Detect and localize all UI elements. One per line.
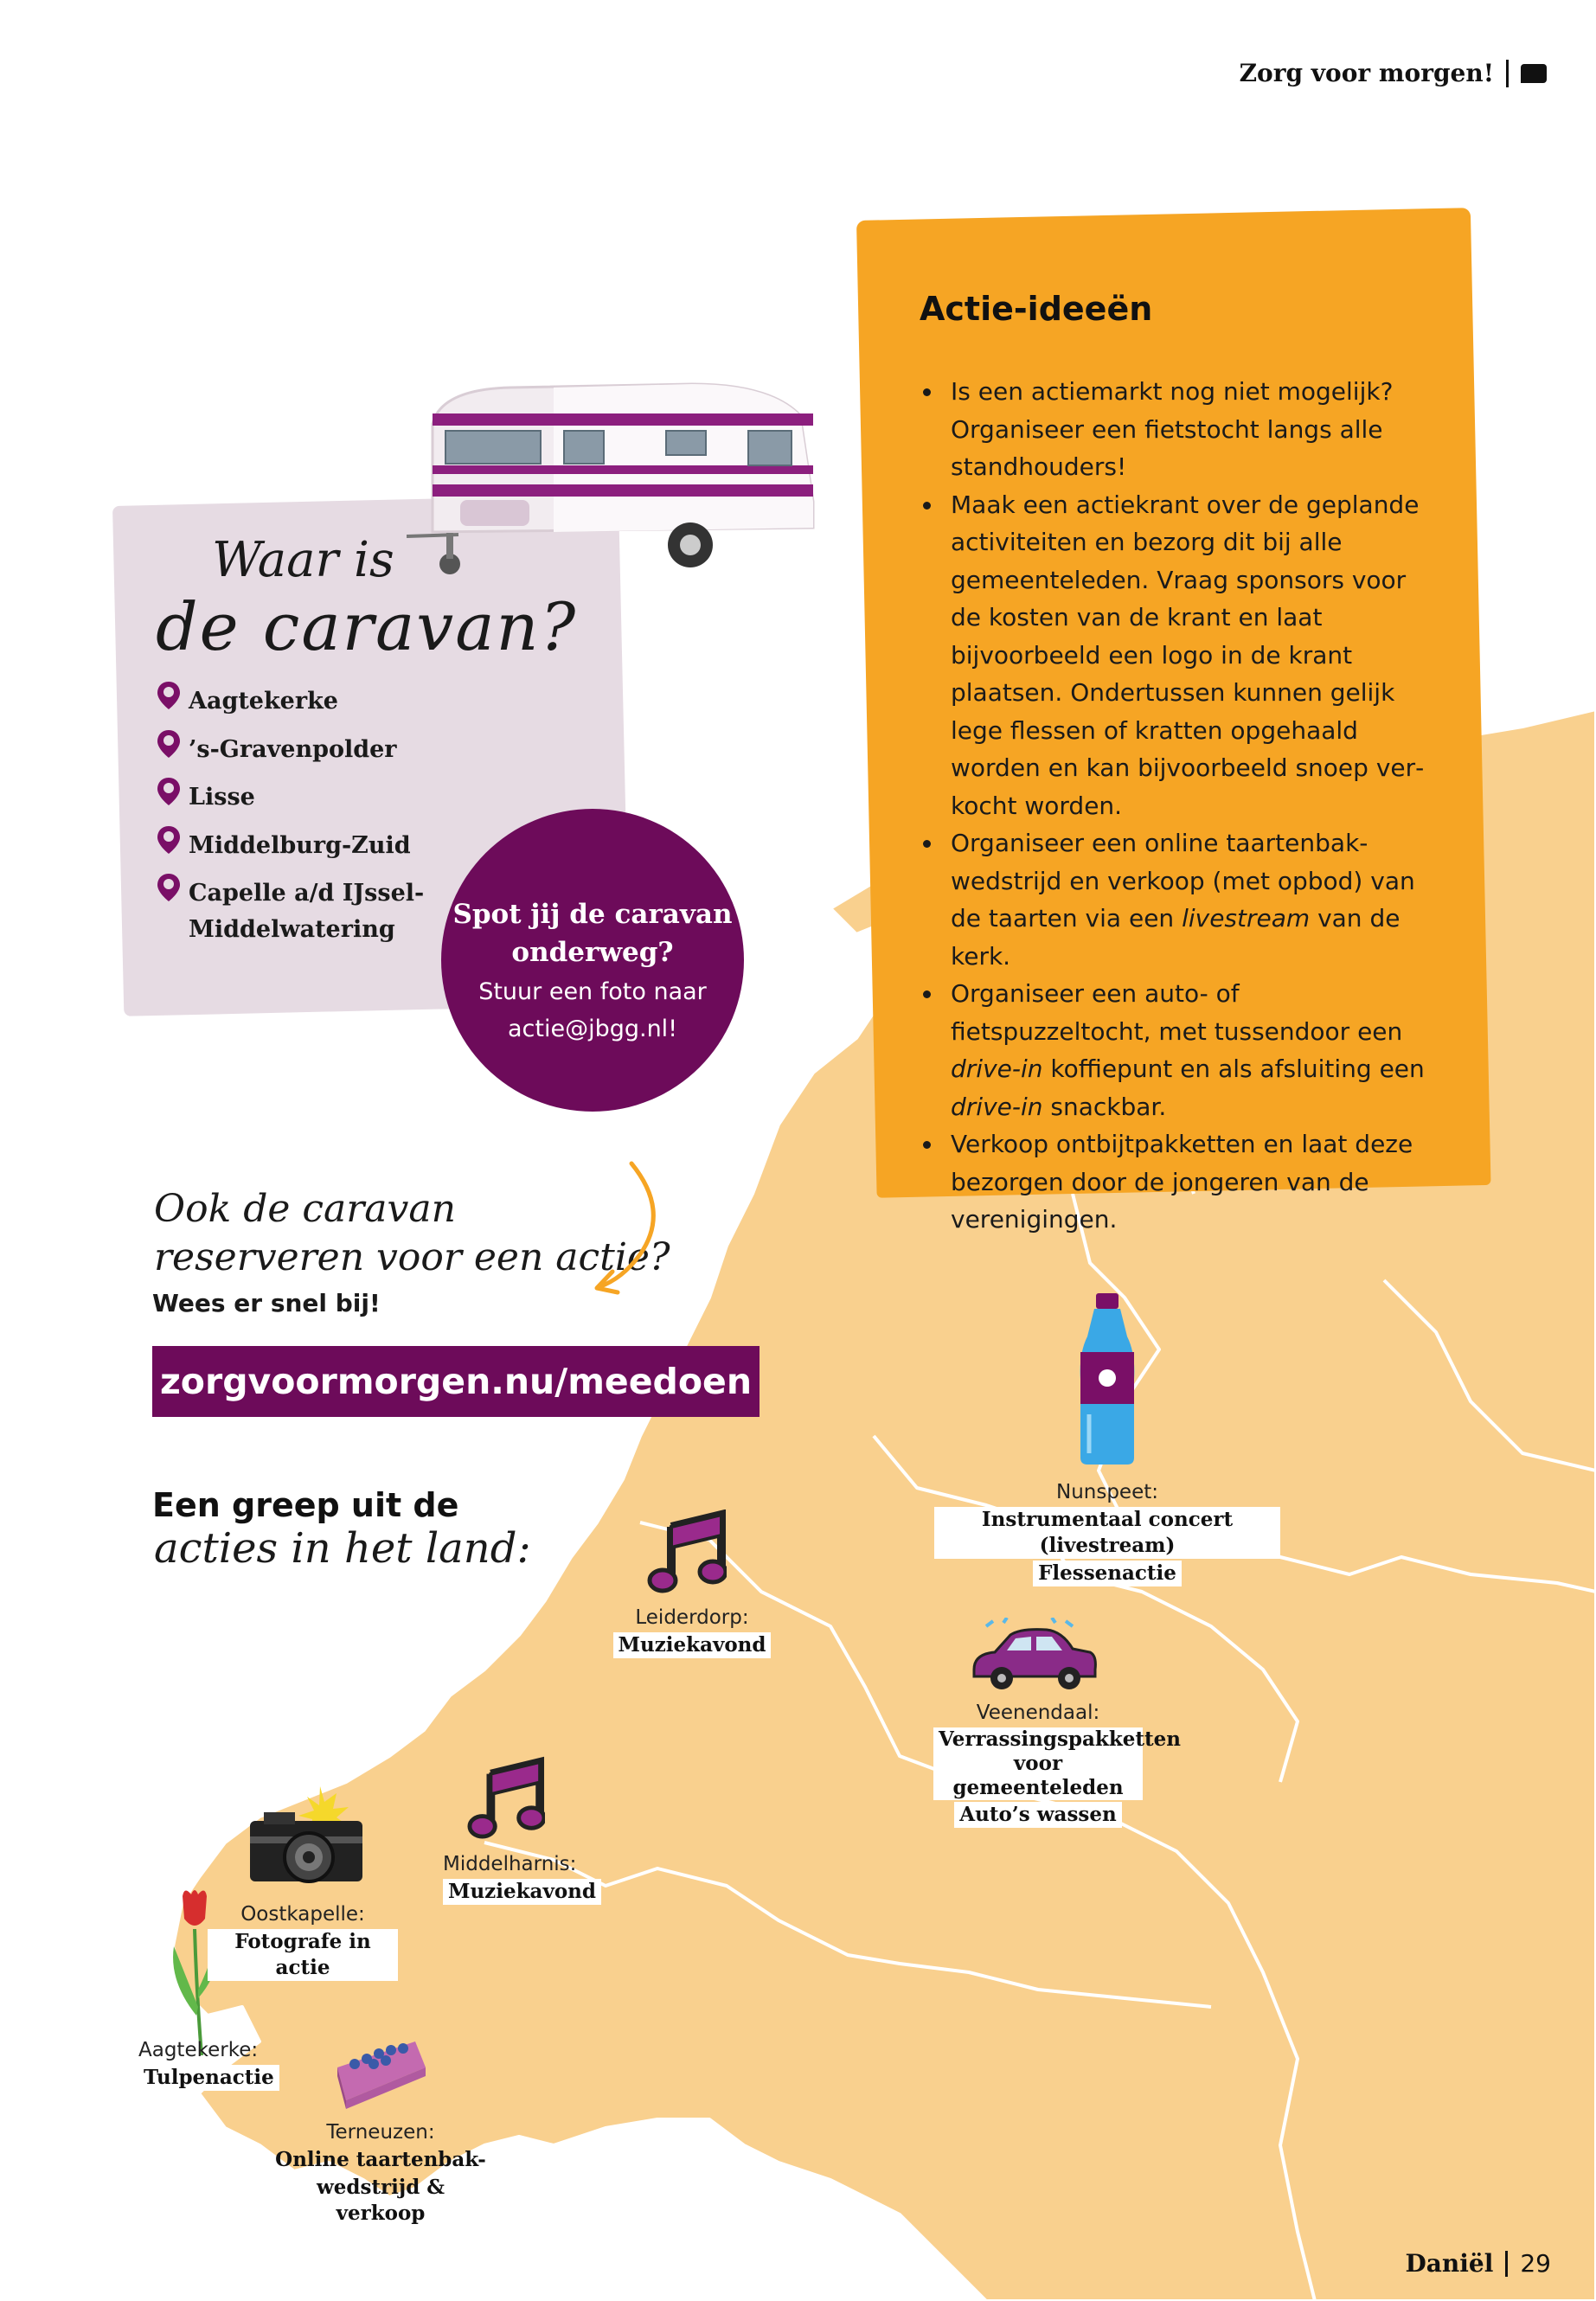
music-note-icon: [647, 1509, 727, 1596]
magazine-name: Daniël: [1405, 2249, 1494, 2278]
footer-divider: [1505, 2251, 1508, 2277]
location-name: Lisse: [189, 784, 255, 811]
location-item: [156, 828, 424, 876]
idea-item: Verkoop ontbijtpakketten en laat deze bezorgen door de jongeren van de verenigingen.: [920, 1125, 1439, 1239]
location-pin-icon: [156, 776, 182, 807]
map-label-tag: Auto’s wassen: [954, 1802, 1121, 1828]
location-pin-icon: [156, 872, 182, 903]
location-name: Middelburg-Zuid: [189, 831, 411, 859]
caravan-title-line1: Waar is: [212, 532, 394, 588]
map-label-nunspeet: [934, 1479, 1280, 1586]
car-icon: [969, 1618, 1099, 1695]
curved-arrow-icon: [588, 1159, 675, 1298]
map-label-tag: Instrumentaal concert (livestream): [934, 1507, 1280, 1559]
idea-item: Is een actiemarkt nog niet mogelijk? Organiseer een fietstocht langs alle standhouders!: [920, 373, 1439, 486]
idea-item: Organiseer een online taartenbakwedstrijd en verkoop (met opbod) van de taarten via een livestream van de kerk.: [920, 824, 1439, 975]
idea-item: Organiseer een auto- of fietspuzzeltocht, met tussendoor een drive-in koffiepunt en als afsluiting een drive-in snackbar.: [920, 975, 1439, 1125]
caravan-illustration: [407, 372, 830, 580]
map-label-tag: Muziekavond: [613, 1632, 772, 1658]
reserve-heading-line2: reserveren voor een actie?: [154, 1235, 670, 1279]
location-pin-icon: [156, 680, 182, 711]
reserve-heading-line1: Ook de caravan: [154, 1187, 456, 1231]
map-label-city: Oostkapelle:: [240, 1903, 365, 1926]
reserve-url-link[interactable]: zorgvoormorgen.nu/meedoen: [152, 1346, 760, 1417]
map-label-city: Leiderdorp:: [635, 1606, 749, 1629]
header-divider: [1506, 60, 1509, 87]
map-label-city: Middelharnis:: [443, 1853, 577, 1875]
magazine-section-title: Zorg voor morgen!: [1239, 59, 1494, 87]
caravan-title-line2: de caravan?: [156, 588, 578, 665]
ideas-title: Actie-ideeën: [920, 290, 1153, 328]
map-label-veenendaal: [908, 1700, 1181, 1828]
music-note-icon: [467, 1756, 545, 1843]
location-name: ’s-Gravenpolder: [189, 735, 397, 763]
spot-caravan-email[interactable]: actie@jbgg.nl!: [507, 1016, 678, 1042]
ideas-card-content: [920, 290, 1439, 1239]
map-label-tag: Fotografe in actie: [208, 1929, 398, 1981]
page-footer: [1405, 2249, 1551, 2278]
ideas-list: [920, 373, 1439, 1239]
map-label-city: Veenendaal:: [976, 1702, 1100, 1724]
location-item: [156, 732, 424, 780]
location-item: [156, 779, 424, 828]
map-label-city: Aagtekerke:: [138, 2039, 259, 2061]
map-label-tag: Muziekavond: [443, 1879, 601, 1905]
location-pin-icon: [156, 824, 182, 856]
page-number: 29: [1520, 2249, 1551, 2278]
map-label-leiderdorp: [606, 1605, 779, 1658]
map-label-tag: Online taartenbak-: [275, 2148, 486, 2171]
map-label-aagtekerke: [138, 2037, 294, 2091]
spot-caravan-line: Stuur een foto naar: [478, 978, 707, 1005]
location-item: [156, 875, 424, 948]
cake-icon: [329, 2033, 433, 2111]
camera-icon: [247, 1786, 368, 1890]
location-name: Capelle a/d IJssel- Middelwatering: [189, 880, 425, 943]
page-header: [1240, 59, 1547, 87]
map-label-tag: Flessenactie: [1033, 1561, 1182, 1586]
location-item: [156, 683, 424, 732]
map-label-tag: Verrassingspakketten voor gemeenteleden: [933, 1727, 1143, 1800]
map-label-city: Nunspeet:: [1055, 1481, 1158, 1503]
map-label-tag: wedstrijd & verkoop: [316, 2176, 445, 2225]
map-label-oostkapelle: [208, 1901, 398, 1981]
spot-caravan-text: [441, 973, 744, 1048]
water-bottle-icon: [1077, 1293, 1138, 1466]
greep-heading-line1: Een greep uit de: [152, 1486, 459, 1524]
location-pin-icon: [156, 728, 182, 760]
spot-caravan-badge: [441, 809, 744, 1112]
caravan-locations-list: [156, 683, 424, 948]
idea-item: Maak een actiekrant over de geplande activiteiten en bezorg dit bij alle gemeenteleden. Vraag sponsors voor de kosten van de krant en laat bijvoorbeeld een logo in de krant plaatsen. Ondertussen kunnen gelijk lege flessen of kratten opgehaald worden en kan bijvoorbeeld snoep verkocht worden.: [920, 486, 1439, 825]
map-label-city: Terneuzen:: [326, 2121, 435, 2144]
map-label-middelharnis: [443, 1851, 616, 1905]
speech-bubble-icon: [1521, 64, 1547, 83]
greep-heading-line2: acties in het land:: [154, 1524, 531, 1573]
reserve-subtext: Wees er snel bij!: [152, 1289, 381, 1317]
spot-caravan-title: Spot jij de caravan onderweg?: [452, 899, 733, 968]
location-name: Aagtekerke: [189, 688, 338, 715]
map-label-tag: Tulpenactie: [138, 2065, 279, 2091]
map-label-terneuzen: [268, 2119, 493, 2227]
